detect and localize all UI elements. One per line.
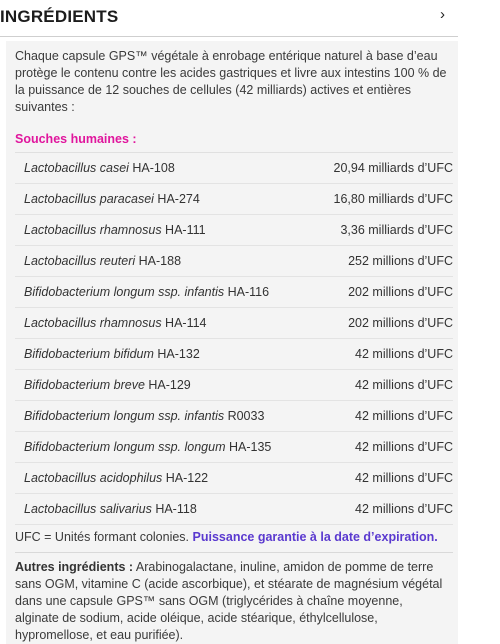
strain-code: HA-129 bbox=[144, 378, 191, 392]
strain-row bbox=[15, 184, 453, 215]
strain-species: Bifidobacterium bifidum bbox=[24, 347, 154, 361]
strain-row bbox=[15, 308, 453, 339]
strain-code: HA-122 bbox=[162, 471, 209, 485]
strain-amount: 252 millions d’UFC bbox=[348, 254, 453, 268]
strain-name bbox=[24, 378, 191, 392]
strain-name bbox=[24, 347, 200, 361]
strain-row bbox=[15, 246, 453, 277]
chevron-right-icon[interactable]: › bbox=[440, 6, 445, 23]
ufc-note bbox=[15, 530, 455, 544]
divider bbox=[15, 552, 453, 553]
strain-code: HA-116 bbox=[224, 285, 270, 299]
strain-code: HA-118 bbox=[151, 502, 197, 516]
strain-code: HA-188 bbox=[135, 254, 182, 268]
strain-row bbox=[15, 215, 453, 246]
intro-text: Chaque capsule GPS™ végétale à enrobage entérique naturel à base d’eau protège le contenu contre les acides gastriques et livre aux intestins 100 % de la puissance de 12 souches de cellules (42 milliards) actives et entières suivantes : bbox=[15, 49, 447, 114]
strain-amount: 42 millions d’UFC bbox=[355, 502, 453, 516]
strain-species: Lactobacillus rhamnosus bbox=[24, 223, 162, 237]
strain-amount: 20,94 milliards d’UFC bbox=[333, 161, 453, 175]
strain-code: HA-111 bbox=[161, 223, 206, 237]
strain-amount: 3,36 milliards d’UFC bbox=[340, 223, 453, 237]
strain-name bbox=[24, 223, 206, 237]
strain-amount: 16,80 milliards d’UFC bbox=[333, 192, 453, 206]
strain-row bbox=[15, 494, 453, 525]
strain-species: Lactobacillus salivarius bbox=[24, 502, 152, 516]
strain-species: Bifidobacterium longum ssp. infantis bbox=[24, 409, 225, 423]
section-heading: INGRÉDIENTS bbox=[0, 7, 119, 26]
strain-species: Bifidobacterium longum ssp. longum bbox=[24, 440, 226, 454]
strain-species: Lactobacillus rhamnosus bbox=[24, 316, 162, 330]
strain-species: Lactobacillus casei bbox=[24, 161, 129, 175]
strain-name bbox=[24, 254, 181, 268]
strain-name bbox=[24, 440, 271, 454]
strain-species: Bifidobacterium longum ssp. infantis bbox=[24, 285, 225, 299]
strain-row bbox=[15, 277, 453, 308]
strain-name bbox=[24, 409, 264, 423]
strain-code: HA-132 bbox=[153, 347, 200, 361]
ufc-definition: UFC = Unités formant colonies. bbox=[15, 530, 190, 544]
strain-species: Lactobacillus paracasei bbox=[24, 192, 154, 206]
strain-species: Bifidobacterium breve bbox=[24, 378, 145, 392]
strain-row bbox=[15, 401, 453, 432]
strain-row bbox=[15, 339, 453, 370]
strain-code: HA-108 bbox=[128, 161, 175, 175]
strain-amount: 202 millions d’UFC bbox=[348, 316, 453, 330]
strain-row bbox=[15, 432, 453, 463]
strain-code: R0033 bbox=[224, 409, 265, 423]
potency-guarantee: Puissance garantie à la date d’expiration. bbox=[192, 530, 438, 544]
strain-name bbox=[24, 192, 200, 206]
strain-species: Lactobacillus acidophilus bbox=[24, 471, 163, 485]
strain-amount: 42 millions d’UFC bbox=[355, 471, 453, 485]
strain-amount: 42 millions d’UFC bbox=[355, 440, 453, 454]
strain-table bbox=[15, 152, 453, 525]
strain-row bbox=[15, 153, 453, 184]
ingredients-content bbox=[6, 41, 458, 644]
strain-amount: 42 millions d’UFC bbox=[355, 378, 453, 392]
accordion-header[interactable] bbox=[0, 0, 458, 37]
strain-amount: 202 millions d’UFC bbox=[348, 285, 453, 299]
strain-code: HA-274 bbox=[153, 192, 200, 206]
other-ingredients bbox=[15, 559, 445, 644]
strains-heading: Souches humaines : bbox=[15, 132, 137, 146]
strain-name bbox=[24, 471, 208, 485]
other-ingredients-text: Arabinogalactane, inuline, amidon de pomme de terre sans OGM, vitamine C (acide ascorbique), et stéarate de magnésium végétal dans une capsule GPS™ sans OGM (triglycérides à chaîne moyenne, alginate de sodium, acide oléique, acide stéarique, éthylcellulose, hypromellose, et eau purifiée). bbox=[15, 560, 443, 642]
strain-name bbox=[24, 161, 175, 175]
strain-code: HA-135 bbox=[225, 440, 272, 454]
strain-species: Lactobacillus reuteri bbox=[24, 254, 136, 268]
strain-row bbox=[15, 370, 453, 401]
strain-amount: 42 millions d’UFC bbox=[355, 409, 453, 423]
strain-amount: 42 millions d’UFC bbox=[355, 347, 453, 361]
strain-name bbox=[24, 502, 197, 516]
strain-name bbox=[24, 285, 269, 299]
strain-code: HA-114 bbox=[161, 316, 207, 330]
other-ingredients-label: Autres ingrédients : bbox=[15, 560, 134, 574]
strain-name bbox=[24, 316, 207, 330]
strain-row bbox=[15, 463, 453, 494]
